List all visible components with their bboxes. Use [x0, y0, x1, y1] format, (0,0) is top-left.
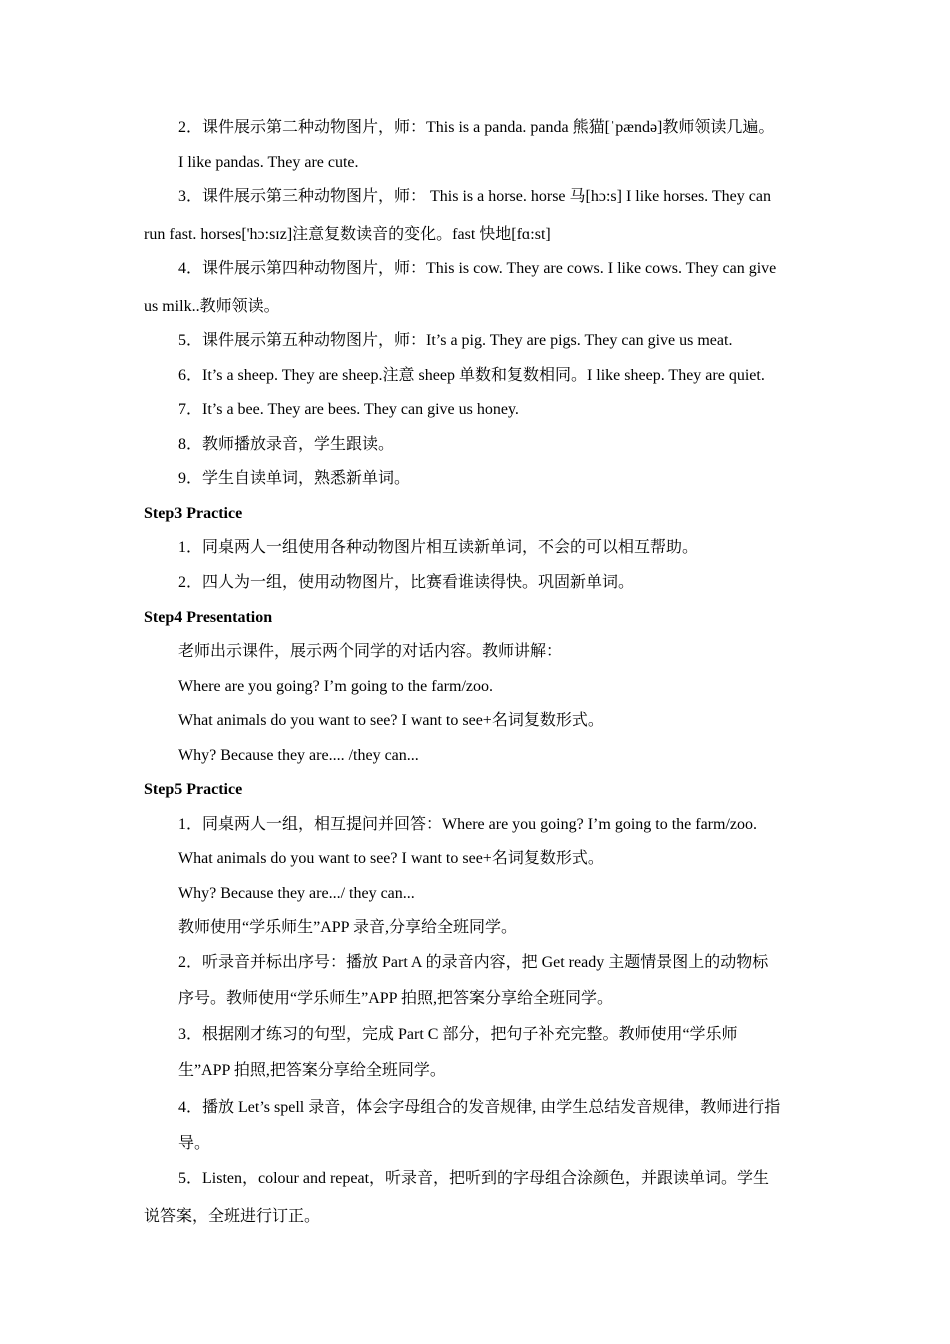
step3-item-2: 2．四人为一组，使用动物图片，比赛看谁读得快。巩固新单词。 [178, 574, 635, 591]
step3-heading: Step3 Practice [144, 505, 243, 522]
step2-item-7: 7．It’s a bee. They are bees. They can give us honey. [178, 401, 519, 418]
step4-item-1: 老师出示课件，展示两个同学的对话内容。教师讲解： [178, 643, 563, 660]
step5-item-5: 5．Listen，colour and repeat，听录音，把听到的字母组合涂颜色，并跟读单词。学生 [178, 1170, 770, 1187]
step2-item-5: 5．课件展示第五种动物图片，师：It’s a pig. They are pigs. They can give us meat. [178, 332, 733, 349]
step4-item-4: Why? Because they are.... /they can... [178, 747, 419, 764]
step5-item-1-cont-a: What animals do you want to see? I want to see+名词复数形式。 [178, 850, 604, 867]
step5-item-2-cont: 序号。教师使用“学乐师生”APP 拍照,把答案分享给全班同学。 [178, 990, 613, 1007]
step4-heading: Step4 Presentation [144, 609, 273, 626]
step5-item-5-cont: 说答案，全班进行订正。 [144, 1208, 321, 1225]
step3-item-1: 1．同桌两人一组使用各种动物图片相互读新单词，不会的可以相互帮助。 [178, 539, 699, 556]
step4-item-2: Where are you going? I’m going to the farm/zoo. [178, 678, 493, 695]
step5-item-1: 1．同桌两人一组，相互提问并回答：Where are you going? I’m going to the farm/zoo. [178, 816, 758, 833]
step2-item-2: 2．课件展示第二种动物图片，师：This is a panda. panda 熊猫[ˈpændə]教师领读几遍。 [178, 119, 775, 136]
step5-item-1-cont-c: 教师使用“学乐师生”APP 录音,分享给全班同学。 [178, 919, 517, 936]
step5-item-3: 3．根据刚才练习的句型，完成 Part C 部分，把句子补充完整。教师使用“学乐师 [178, 1026, 738, 1043]
step2-item-3-cont: run fast. horses['hɔ:sɪz]注意复数读音的变化。fast 快地[fɑ:st] [144, 226, 551, 243]
step2-item-2-cont: I like pandas. They are cute. [178, 154, 359, 171]
step2-item-8: 8．教师播放录音，学生跟读。 [178, 436, 395, 453]
step2-item-3: 3．课件展示第三种动物图片，师： This is a horse. horse 马[hɔ:s] I like horses. They can [178, 188, 771, 205]
step4-item-3: What animals do you want to see? I want to see+名词复数形式。 [178, 712, 604, 729]
step5-item-3-cont: 生”APP 拍照,把答案分享给全班同学。 [178, 1062, 446, 1079]
step5-item-4: 4．播放 Let’s spell 录音，体会字母组合的发音规律, 由学生总结发音规律，教师进行指 [178, 1099, 781, 1116]
step2-item-4: 4．课件展示第四种动物图片，师：This is cow. They are cows. I like cows. They can give [178, 260, 777, 277]
step2-item-4-cont: us milk..教师领读。 [144, 298, 280, 315]
step5-item-4-cont: 导。 [178, 1135, 211, 1152]
step5-heading: Step5 Practice [144, 781, 243, 798]
step2-item-9: 9．学生自读单词，熟悉新单词。 [178, 470, 411, 487]
step2-item-6: 6．It’s a sheep. They are sheep.注意 sheep 单数和复数相同。I like sheep. They are quiet. [178, 367, 765, 384]
step5-item-2: 2．听录音并标出序号：播放 Part A 的录音内容，把 Get ready 主题情景图上的动物标 [178, 954, 769, 971]
step5-item-1-cont-b: Why? Because they are.../ they can... [178, 885, 415, 902]
